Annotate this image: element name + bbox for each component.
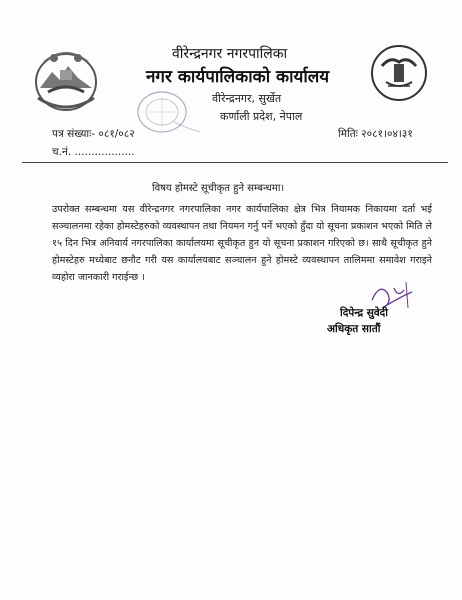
letter-number: पत्र संख्याः- ०८१/०८२ <box>52 128 135 140</box>
signatory-name: दिपेन्द्र सुवेदी <box>340 307 388 319</box>
signatory-title: अधिकृत सातौं <box>327 323 381 335</box>
nepal-emblem-icon <box>30 42 102 116</box>
dispatch-number: च.नं. .................. <box>52 146 135 158</box>
header-divider <box>22 162 448 163</box>
office-title: नगर कार्यपालिकाको कार्यालय <box>146 67 330 87</box>
subject-line: विषय होमस्टे सूचीकृत हुने सम्बन्धमा। <box>152 183 285 194</box>
office-stamp-icon <box>130 88 208 140</box>
address-line-1: वीरेन्द्रनगर, सुर्खेत <box>212 92 282 105</box>
address-line-2: कर्णाली प्रदेश, नेपाल <box>220 110 303 123</box>
letter-body: उपरोक्त सम्बन्धमा यस वीरेन्द्रनगर नगरपालिका नगर कार्यपालिका क्षेत्र भित्र नियामक निकायमा दर्ता भई सञ्चालनमा रहेका होमस्टेहरुको व्यवस्थापन तथा नियमन गर्नु पर्ने भएको हुँदा यो सूचना प्रकाशन भएको मिति ले १५ दिन भित्र अनिवार्य नगरपालिका कार्यालयमा सूचीकृत हुन यो सूचना प्रकाशन गरिएको छ। साथै सूचीकृत हुने होमस्टेहरु मध्येबाट छनौट गरी यस कार्यालयबाट सञ्चालन हुने होमस्टे व्यवस्थापन तालिममा समावेश गराइने व्यहोरा जानकारी गराईन्छ । <box>52 204 432 283</box>
letter-date: मितिः २०८१।०४।३१ <box>338 128 413 140</box>
municipality-name: वीरेन्द्रनगर नगरपालिका <box>172 46 288 62</box>
